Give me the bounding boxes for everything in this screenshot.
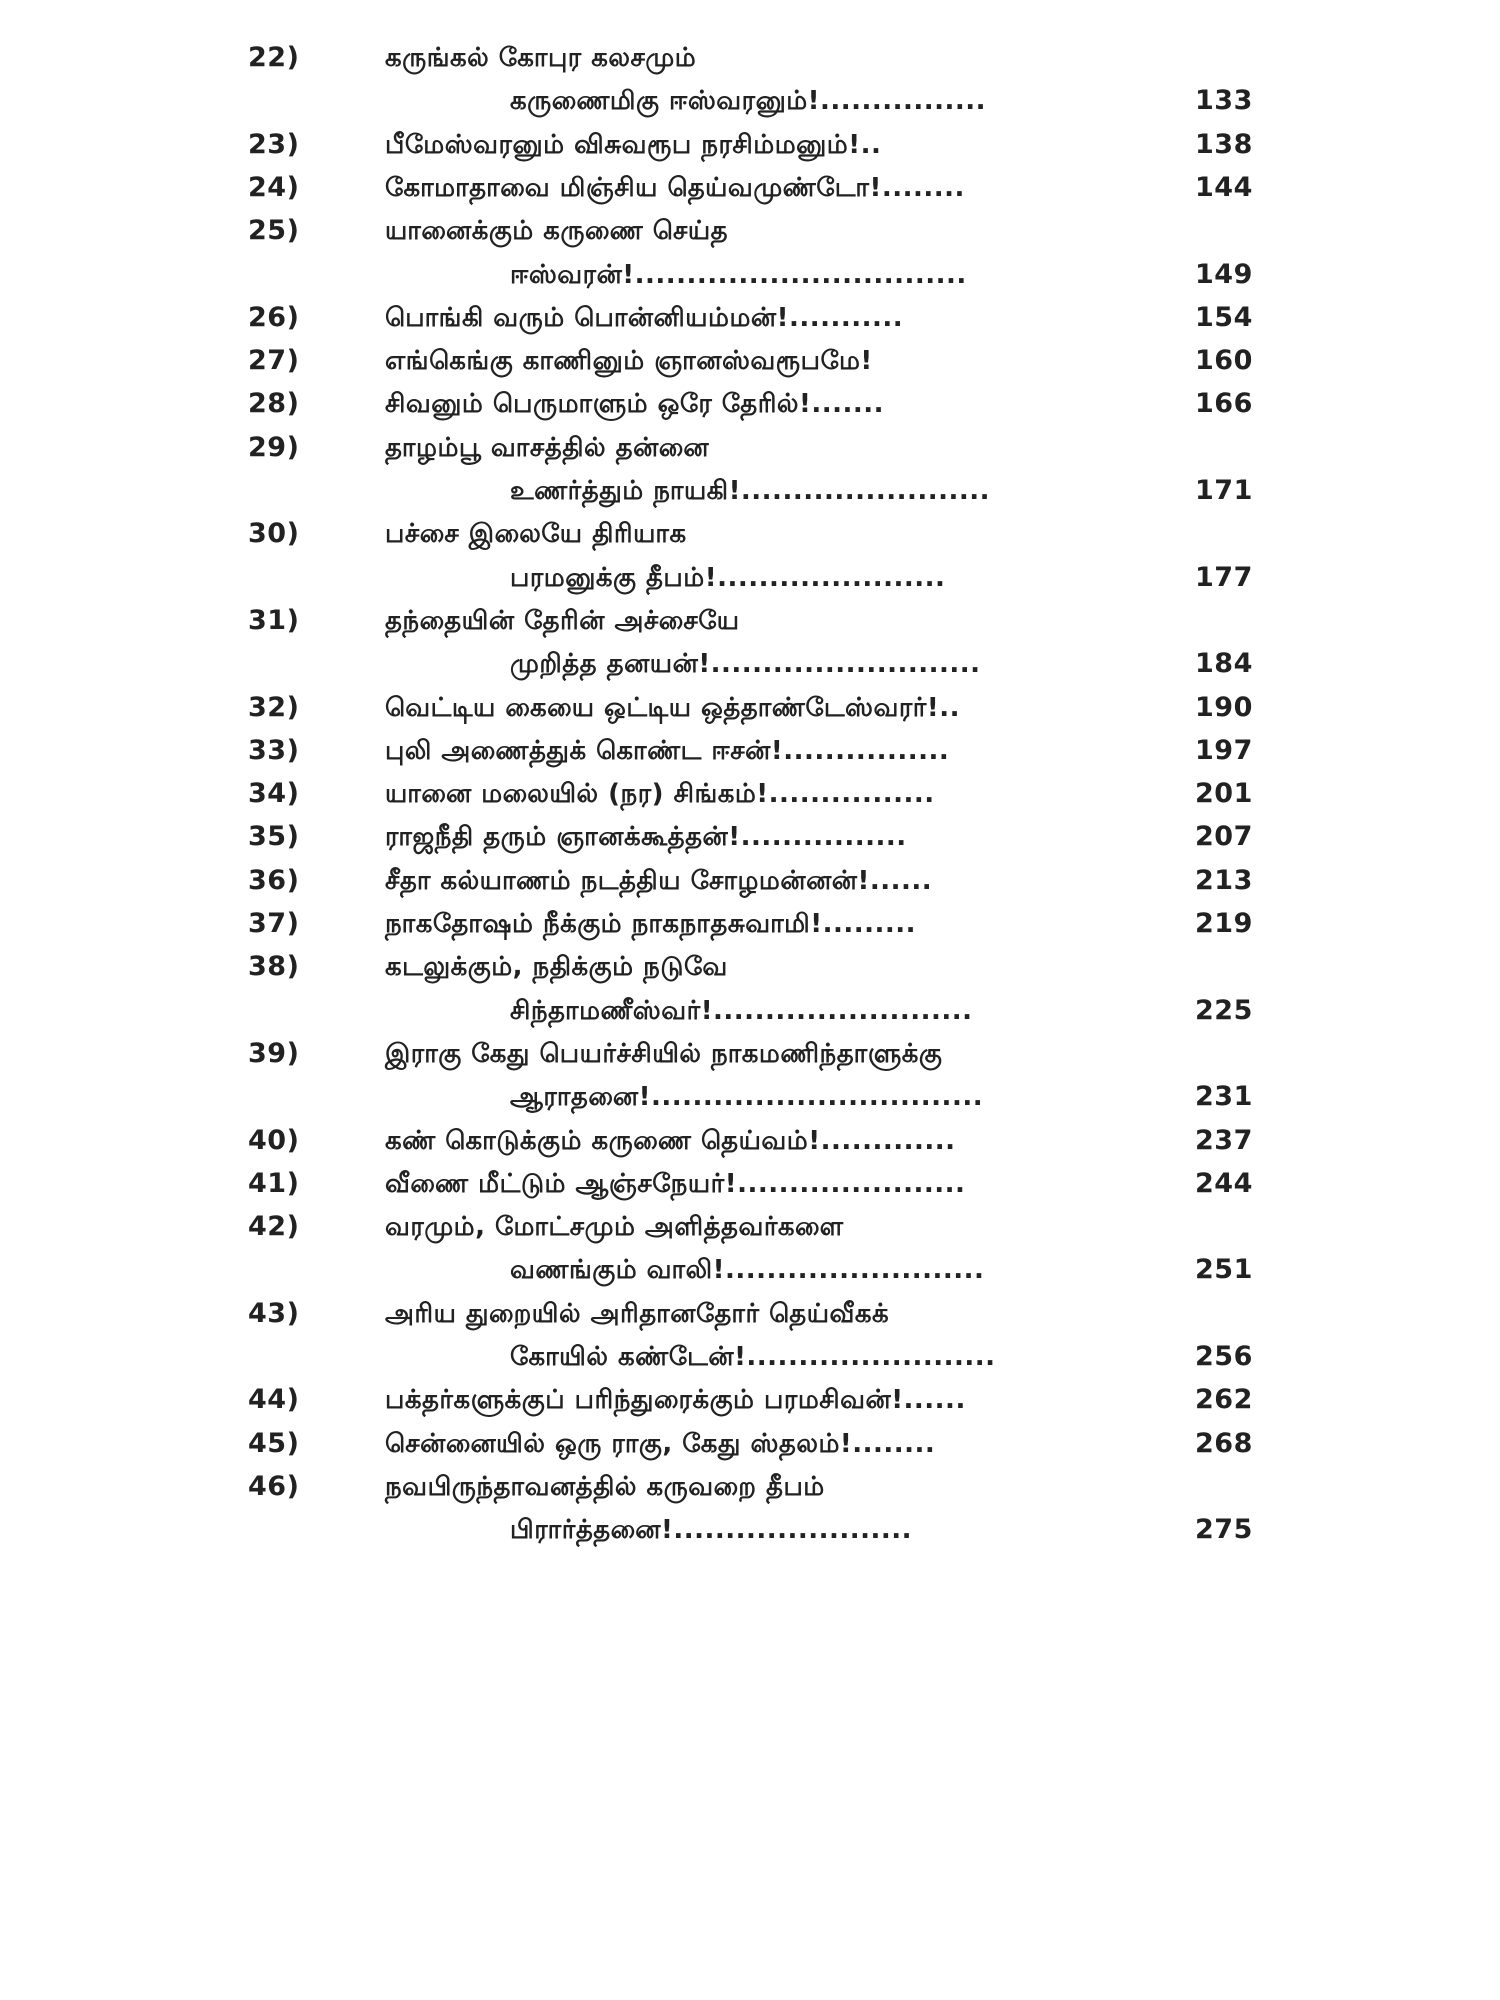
entry-page-number: 213 [1195,864,1253,896]
entry-title: பச்சை இலையே திரியாக [385,519,687,550]
entry-page-number: 133 [1195,85,1253,117]
entry-title: கோமாதாவை மிஞ்சிய தெய்வமுண்டோ!........ [385,172,965,203]
entry-number: 41) [248,1167,300,1199]
entry-page-number: 197 [1195,734,1253,766]
entry-number: 23) [248,128,300,160]
entry-title: நவபிருந்தாவனத்தில் கருவறை தீபம் [385,1471,825,1502]
entry-title: கடலுக்கும், நதிக்கும் நடுவே [385,952,728,983]
entry-title: இராகு கேது பெயர்ச்சியில் நாகமணிந்தாளுக்கு [385,1038,943,1069]
entry-title-continued: முறித்த தனயன்!.......................... [510,649,981,680]
entry-number: 45) [248,1427,300,1459]
entry-title: கருங்கல் கோபுர கலசமும் [385,43,697,73]
entry-number: 34) [248,778,300,810]
entry-page-number: 268 [1195,1427,1253,1459]
entry-title-continued: பிரார்த்தனை!....................... [510,1515,913,1546]
entry-number: 30) [248,518,300,550]
entry-title: கண் கொடுக்கும் கருணை தெய்வம்!............. [385,1125,956,1156]
entry-number: 37) [248,908,300,939]
entry-title-continued: கோயில் கண்டேன்!........................ [510,1342,996,1372]
entry-title-continued: ஆராதனை!................................ [510,1082,984,1113]
toc-entry-line [0,1505,1500,1555]
entry-number: 25) [248,215,300,247]
entry-number: 28) [248,388,300,420]
entry-title: புலி அணைத்துக் கொண்ட ஈசன்!................ [385,735,950,766]
entry-title: யானைக்கும் கருணை செய்த [385,216,729,247]
entry-number: 35) [248,821,300,853]
entry-title-continued: உணர்த்தும் நாயகி!........................ [510,476,990,506]
entry-page-number: 166 [1195,388,1253,420]
entry-number: 44) [248,1384,300,1416]
entry-title: தாழம்பூ வாசத்தில் தன்னை [385,432,710,463]
entry-title: வீணை மீட்டும் ஆஞ்சநேயர்!...................... [385,1168,966,1199]
entry-title-continued: ஈஸ்வரன்!................................ [510,259,967,290]
entry-title: பொங்கி வரும் பொன்னியம்மன்!........... [385,302,904,333]
entry-number: 46) [248,1470,300,1502]
entry-number: 27) [248,345,300,377]
entry-title-continued: சிந்தாமணீஸ்வர்!......................... [510,995,973,1026]
entry-title-continued: பரமனுக்கு தீபம்!...................... [510,562,946,593]
entry-title-continued: வணங்கும் வாலி!......................... [510,1255,985,1286]
entry-page-number: 207 [1195,821,1253,853]
entry-title-continued: கருணைமிகு ஈஸ்வரனும்!................ [510,86,987,117]
entry-page-number: 219 [1195,908,1253,939]
entry-page-number: 244 [1195,1167,1253,1199]
entry-number: 26) [248,301,300,333]
entry-page-number: 144 [1195,171,1253,203]
entry-number: 36) [248,864,300,896]
entry-page-number: 160 [1195,345,1253,377]
entry-page-number: 275 [1195,1514,1253,1546]
entry-number: 33) [248,734,300,766]
entry-page-number: 256 [1195,1341,1253,1372]
entry-title: யானை மலையில் (நர) சிங்கம்!................ [385,779,935,810]
entry-page-number: 190 [1195,691,1253,723]
entry-number: 32) [248,691,300,723]
entry-title: பக்தர்களுக்குப் பரிந்துரைக்கும் பரமசிவன்!...... [385,1385,966,1416]
entry-title: நாகதோஷம் நீக்கும் நாகநாதசுவாமி!......... [385,909,917,939]
entry-page-number: 225 [1195,994,1253,1026]
entry-title: சென்னையில் ஒரு ராகு, கேது ஸ்தலம்!........ [385,1428,936,1459]
entry-number: 40) [248,1124,300,1156]
entry-title: அரிய துறையில் அரிதானதோர் தெய்வீகக் [385,1298,890,1329]
entry-page-number: 154 [1195,301,1253,333]
entry-page-number: 262 [1195,1384,1253,1416]
entry-title: சீதா கல்யாணம் நடத்திய சோழமன்னன்!...... [385,865,933,896]
entry-page-number: 201 [1195,778,1253,810]
entry-number: 38) [248,951,300,983]
entry-number: 39) [248,1037,300,1069]
entry-title: ராஜநீதி தரும் ஞானக்கூத்தன்!................ [385,822,907,853]
entry-page-number: 177 [1195,561,1253,593]
entry-number: 31) [248,604,300,636]
entry-number: 22) [248,42,300,73]
entry-number: 43) [248,1297,300,1329]
entry-title: எங்கெங்கு காணினும் ஞானஸ்வரூபமே! [385,346,873,377]
entry-page-number: 231 [1195,1081,1253,1113]
entry-title: வரமும், மோட்சமும் அளித்தவர்களை [385,1212,844,1243]
entry-page-number: 149 [1195,258,1253,290]
entry-title: சிவனும் பெருமாளும் ஒரே தேரில்!....... [385,389,884,420]
entry-page-number: 237 [1195,1124,1253,1156]
entry-title: பீமேஸ்வரனும் விசுவரூப நரசிம்மனும்!.. [385,129,882,160]
entry-number: 24) [248,171,300,203]
entry-number: 29) [248,431,300,463]
entry-page-number: 171 [1195,475,1253,506]
entry-page-number: 251 [1195,1254,1253,1286]
entry-title: தந்தையின் தேரின் அச்சையே [385,605,740,636]
entry-page-number: 184 [1195,648,1253,680]
entry-page-number: 138 [1195,128,1253,160]
entry-title: வெட்டிய கையை ஒட்டிய ஒத்தாண்டேஸ்வரர்!.. [385,692,960,723]
entry-number: 42) [248,1211,300,1243]
